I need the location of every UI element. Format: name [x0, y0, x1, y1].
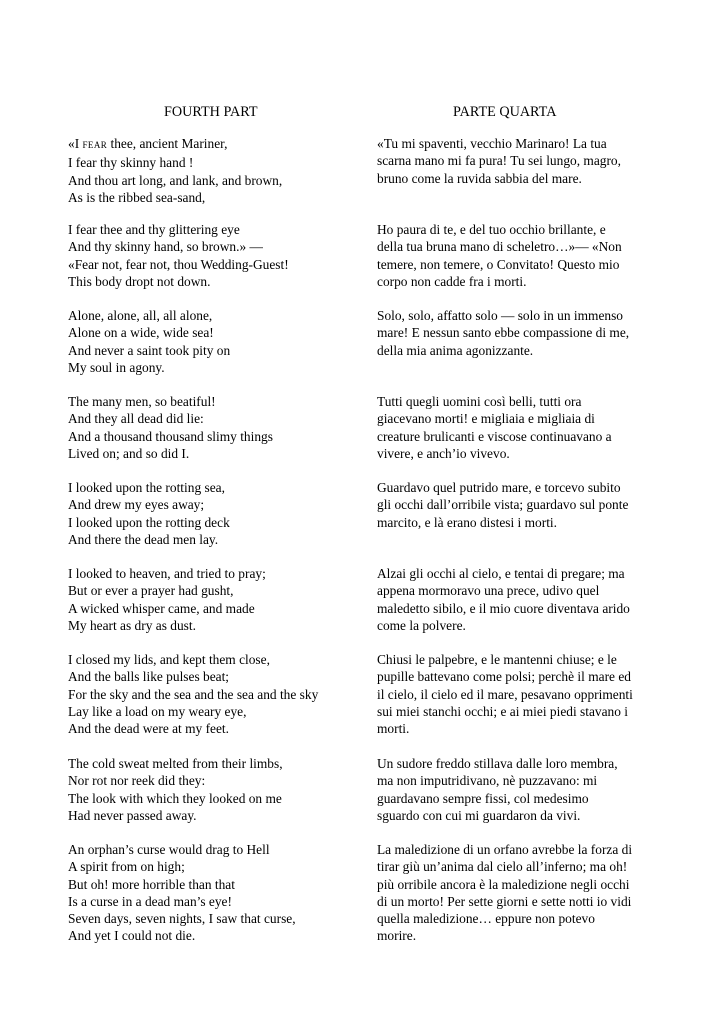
prose-line: corpo non cadde fra i morti. [377, 273, 527, 289]
poem-line: And the balls like pulses beat; [68, 669, 230, 685]
stanza-en-2 [68, 221, 289, 290]
prose-line: maledetto sibilo, e il mio cuore diventava arido [377, 600, 630, 616]
prose-line: creature brulicanti e viscose continuavano a [377, 428, 612, 444]
poem-line: My heart as dry as dust. [68, 617, 196, 633]
prose-line: il cielo, il cielo ed il mare, pesavano opprimenti [377, 686, 633, 702]
poem-line: My soul in agony. [68, 359, 165, 375]
poem-line: Alone, alone, all, all alone, [68, 308, 213, 323]
poem-line: Alone on a wide, wide sea! [68, 325, 214, 341]
prose-line: pupille battevano come polsi; perchè il mare ed [377, 669, 631, 685]
poem-line [68, 135, 282, 154]
poem-line: I looked upon the rotting sea, [68, 480, 225, 495]
stanza-it-3 [377, 307, 629, 359]
poem-line: Lived on; and so did I. [68, 445, 190, 461]
heading-english: FOURTH PART [164, 104, 258, 120]
stanza-it-9 [377, 841, 632, 945]
poem-line: «Fear not, fear not, thou Wedding-Guest! [68, 256, 289, 272]
prose-line: gli occhi dall’orribile vista; guardavo sul ponte [377, 497, 629, 513]
prose-line: tirar giù un’anima dal cielo all’inferno; ma oh! [377, 859, 628, 875]
stanza-en-5 [68, 479, 230, 548]
poem-line: The many men, so beatiful! [68, 394, 216, 409]
stanza-it-1 [377, 135, 621, 187]
stanza-it-8 [377, 755, 618, 824]
poem-line: Had never passed away. [68, 807, 197, 823]
poem-line: A spirit from on high; [68, 859, 185, 875]
stanza-it-7 [377, 651, 633, 737]
first-line-smallcaps: FEAR [82, 140, 108, 150]
poem-line: I fear thy skinny hand ! [68, 155, 194, 171]
prose-line: Chiusi le palpebre, e le mantenni chiuse; e le [377, 652, 617, 667]
poem-line: This body dropt not down. [68, 273, 211, 289]
poem-line: And they all dead did lie: [68, 411, 204, 427]
prose-line: Solo, solo, affatto solo — solo in un immenso [377, 308, 623, 323]
poem-line: I looked to heaven, and tried to pray; [68, 566, 266, 581]
prose-line: morti. [377, 721, 410, 737]
prose-line: morire. [377, 928, 417, 944]
poem-line: As is the ribbed sea-sand, [68, 189, 206, 205]
prose-line: appena mormoravo una prece, udivo quel [377, 583, 600, 599]
stanza-en-6 [68, 565, 266, 634]
poem-line: But oh! more horrible than that [68, 876, 235, 892]
poem-line: And yet I could not die. [68, 928, 196, 944]
poem-line: For the sky and the sea and the sea and the sky [68, 686, 319, 702]
stanza-en-3 [68, 307, 230, 376]
prose-line: vivere, e anch’io vivevo. [377, 445, 510, 461]
poem-line: And thou art long, and lank, and brown, [68, 172, 283, 188]
stanza-en-9 [68, 841, 296, 945]
prose-line: marcito, e là erano distesi i morti. [377, 514, 557, 530]
poem-line: Lay like a load on my weary eye, [68, 703, 247, 719]
prose-line: più orribile ancora è la maledizione negli occhi [377, 876, 630, 892]
first-line-open: «I [68, 136, 83, 151]
prose-line: Guardavo quel putrido mare, e torcevo subito [377, 480, 621, 495]
poem-line: Seven days, seven nights, I saw that curse, [68, 911, 296, 927]
prose-line: di un morto! Per sette giorni e sette notti io vidi [377, 893, 632, 909]
prose-line: sui miei stanchi occhi; e ai miei piedi stavano i [377, 703, 629, 719]
prose-line: «Tu mi spaventi, vecchio Marinaro! La tua [377, 136, 607, 151]
prose-line: Tutti quegli uomini così belli, tutti ora [377, 394, 582, 409]
prose-line: Ho paura di te, e del tuo occhio brillante, e [377, 222, 606, 237]
poem-line: But or ever a prayer had gusht, [68, 583, 234, 599]
poem-line: The cold sweat melted from their limbs, [68, 756, 283, 771]
poem-line: The look with which they looked on me [68, 790, 282, 806]
prose-line: come la polvere. [377, 617, 466, 633]
stanza-it-2 [377, 221, 622, 290]
heading-italian: PARTE QUARTA [453, 104, 557, 120]
poem-line: And thy skinny hand, so brown.» — [68, 239, 263, 255]
stanza-en-8 [68, 755, 283, 824]
poem-line: I looked upon the rotting deck [68, 514, 230, 530]
prose-line: Alzai gli occhi al cielo, e tentai di pregare; ma [377, 566, 625, 581]
stanza-en-7 [68, 651, 318, 737]
poem-line: And there the dead men lay. [68, 531, 219, 547]
prose-line: sguardo con cui mi guardaron da vivi. [377, 807, 581, 823]
poem-line: Is a curse in a dead man’s eye! [68, 893, 232, 909]
prose-line: mare! E nessun santo ebbe compassione di me, [377, 325, 630, 341]
poem-line: And the dead were at my feet. [68, 721, 229, 737]
prose-line: scarna mano mi fa pura! Tu sei lungo, magro, [377, 153, 621, 169]
first-line-rest: thee, ancient Mariner, [107, 136, 228, 151]
prose-line: La maledizione di un orfano avrebbe la forza di [377, 842, 633, 857]
prose-line: Un sudore freddo stillava dalle loro membra, [377, 756, 618, 771]
poem-line: And drew my eyes away; [68, 497, 205, 513]
poem-line: I fear thee and thy glittering eye [68, 222, 240, 237]
poem-line: I closed my lids, and kept them close, [68, 652, 270, 667]
stanza-en-4 [68, 393, 273, 462]
prose-line: guardavano sempre fissi, col medesimo [377, 790, 589, 806]
poem-line: Nor rot nor reek did they: [68, 773, 206, 789]
poem-line: And never a saint took pity on [68, 342, 231, 358]
stanza-it-4 [377, 393, 612, 462]
stanza-it-6 [377, 565, 630, 634]
prose-line: ma non imputridivano, nè puzzavano: mi [377, 773, 598, 789]
prose-line: della tua bruna mano di scheletro…»— «Non [377, 239, 622, 255]
prose-line: della mia anima agonizzante. [377, 342, 534, 358]
prose-line: quella maledizione… eppure non potevo [377, 911, 595, 927]
poem-line: An orphan’s curse would drag to Hell [68, 842, 270, 857]
stanza-it-5 [377, 479, 628, 531]
prose-line: temere, non temere, o Convitato! Questo mio [377, 256, 620, 272]
prose-line: giacevano morti! e migliaia e migliaia di [377, 411, 595, 427]
poem-line: And a thousand thousand slimy things [68, 428, 273, 444]
poem-line: A wicked whisper came, and made [68, 600, 255, 616]
prose-line: bruno come la ruvida sabbia del mare. [377, 170, 582, 186]
stanza-en-1 [68, 135, 282, 206]
